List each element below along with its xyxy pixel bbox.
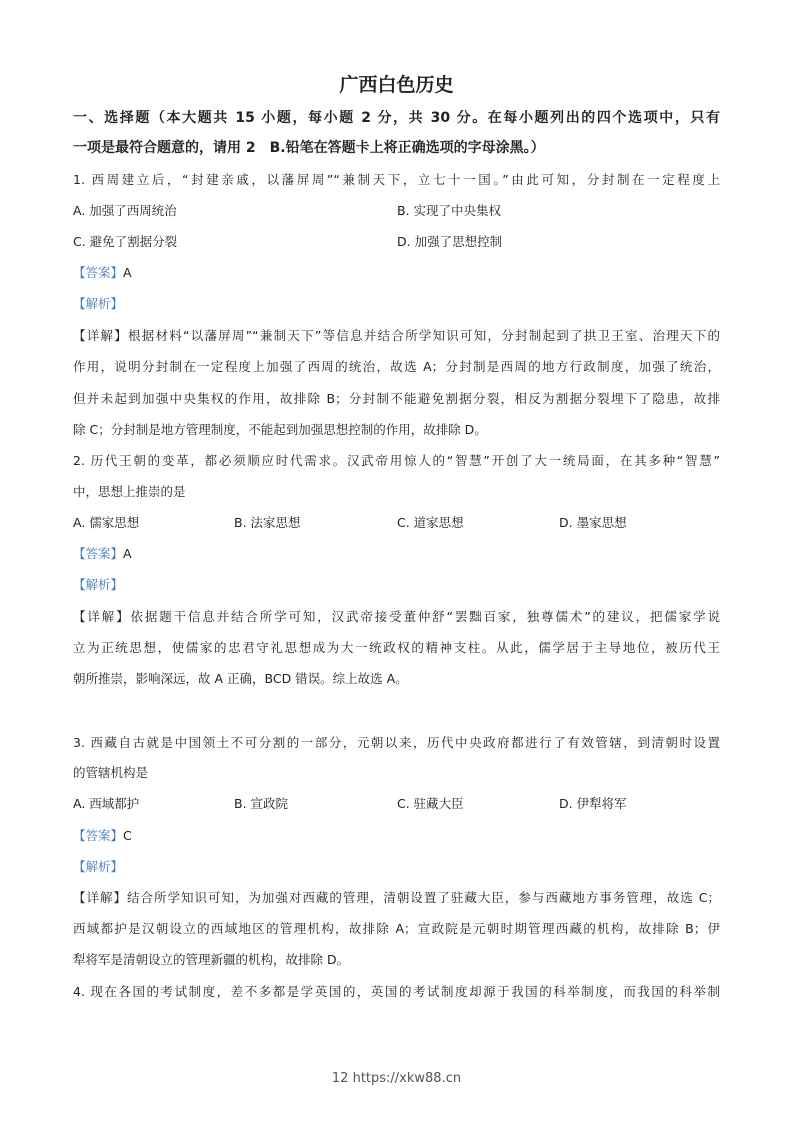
answer-line (73, 546, 720, 562)
question-stem: 1. 西周建立后，“封建亲戚，以藩屏周”“兼制天下，立七十一国。”由此可知，分封制在一定程度上 (73, 172, 720, 187)
analysis-label: 【解析】 (73, 296, 124, 311)
page-title: 广西白色历史 (339, 74, 454, 96)
detail-line: 西域都护是汉朝设立的西域地区的管理机构，故排除 A；宣政院是元朝时期管理西藏的机构，故排除 B；伊 (73, 921, 720, 936)
option-a: A. 加强了西周统治 (73, 203, 177, 218)
detail-line: 除 C；分封制是地方管理制度，不能起到加强思想控制的作用，故排除 D。 (73, 422, 487, 437)
detail-line: 立为正统思想，使儒家的忠君守礼思想成为大一统政权的精神支柱。从此，儒学居于主导地位，被历代王 (73, 640, 720, 655)
option-b: B. 法家思想 (234, 515, 301, 530)
question-stem: 3. 西藏自古就是中国领土不可分割的一部分，元朝以来，历代中央政府都进行了有效管辖，到清朝时设置 (73, 735, 720, 750)
question-stem: 中，思想上推崇的是 (73, 484, 186, 499)
option-c: C. 道家思想 (397, 515, 464, 530)
detail-line: 【详解】结合所学知识可知，为加强对西藏的管理，清朝设置了驻藏大臣，参与西藏地方事务管理，故选 C； (73, 890, 720, 905)
answer-value: A (123, 546, 132, 561)
detail-line: 【详解】根据材料“以藩屏周”“兼制天下”等信息并结合所学知识可知，分封制起到了拱卫王室、治理天下的 (73, 328, 720, 343)
detail-line: 作用，说明分封制在一定程度上加强了西周的统治，故选 A；分封制是西周的地方行政制度，加强了统治， (73, 359, 720, 374)
answer-value: C (123, 828, 132, 843)
option-c: C. 避免了割据分裂 (73, 234, 178, 249)
option-d: D. 墨家思想 (559, 515, 627, 530)
answer-label: 【答案】 (73, 828, 124, 843)
section-heading: 一项是最符合题意的，请用 2 B.铅笔在答题卡上将正确选项的字母涂黑。） (73, 140, 545, 156)
analysis-label: 【解析】 (73, 577, 124, 592)
answer-label: 【答案】 (73, 546, 124, 561)
detail-line: 【详解】依据题干信息并结合所学可知，汉武帝接受董仲舒“罢黜百家，独尊儒术”的建议，把儒家学说 (73, 609, 720, 624)
question-stem: 2. 历代王朝的变革，都必须顺应时代需求。汉武帝用惊人的“智慧”开创了大一统局面，在其多种“智慧” (73, 453, 720, 468)
option-a: A. 西域都护 (73, 796, 140, 811)
page-footer: 12 https://xkw88.cn (331, 1071, 462, 1086)
answer-line (73, 265, 720, 281)
option-b: B. 宣政院 (234, 796, 289, 811)
option-d: D. 加强了思想控制 (397, 234, 503, 249)
option-b: B. 实现了中央集权 (397, 203, 502, 218)
analysis-label: 【解析】 (73, 859, 124, 874)
detail-line: 犁将军是清朝设立的管理新疆的机构，故排除 D。 (73, 952, 350, 967)
question-stem: 的管辖机构是 (73, 765, 149, 780)
option-c: C. 驻藏大臣 (397, 796, 464, 811)
answer-value: A (123, 265, 132, 280)
option-a: A. 儒家思想 (73, 515, 140, 530)
section-heading: 一、选择题（本大题共 15 小题，每小题 2 分，共 30 分。在每小题列出的四个选项中，只有 (73, 110, 720, 126)
option-d: D. 伊犁将军 (559, 796, 627, 811)
detail-line: 朝所推崇，影响深远，故 A 正确，BCD 错误。综上故选 A。 (73, 671, 408, 686)
answer-label: 【答案】 (73, 265, 124, 280)
question-stem: 4. 现在各国的考试制度，差不多都是学英国的，英国的考试制度却源于我国的科举制度，而我国的科举制 (73, 984, 720, 999)
answer-line (73, 828, 720, 844)
detail-line: 但并未起到加强中央集权的作用，故排除 B；分封制不能避免割据分裂，相反为割据分裂埋下了隐患，故排 (73, 391, 720, 406)
